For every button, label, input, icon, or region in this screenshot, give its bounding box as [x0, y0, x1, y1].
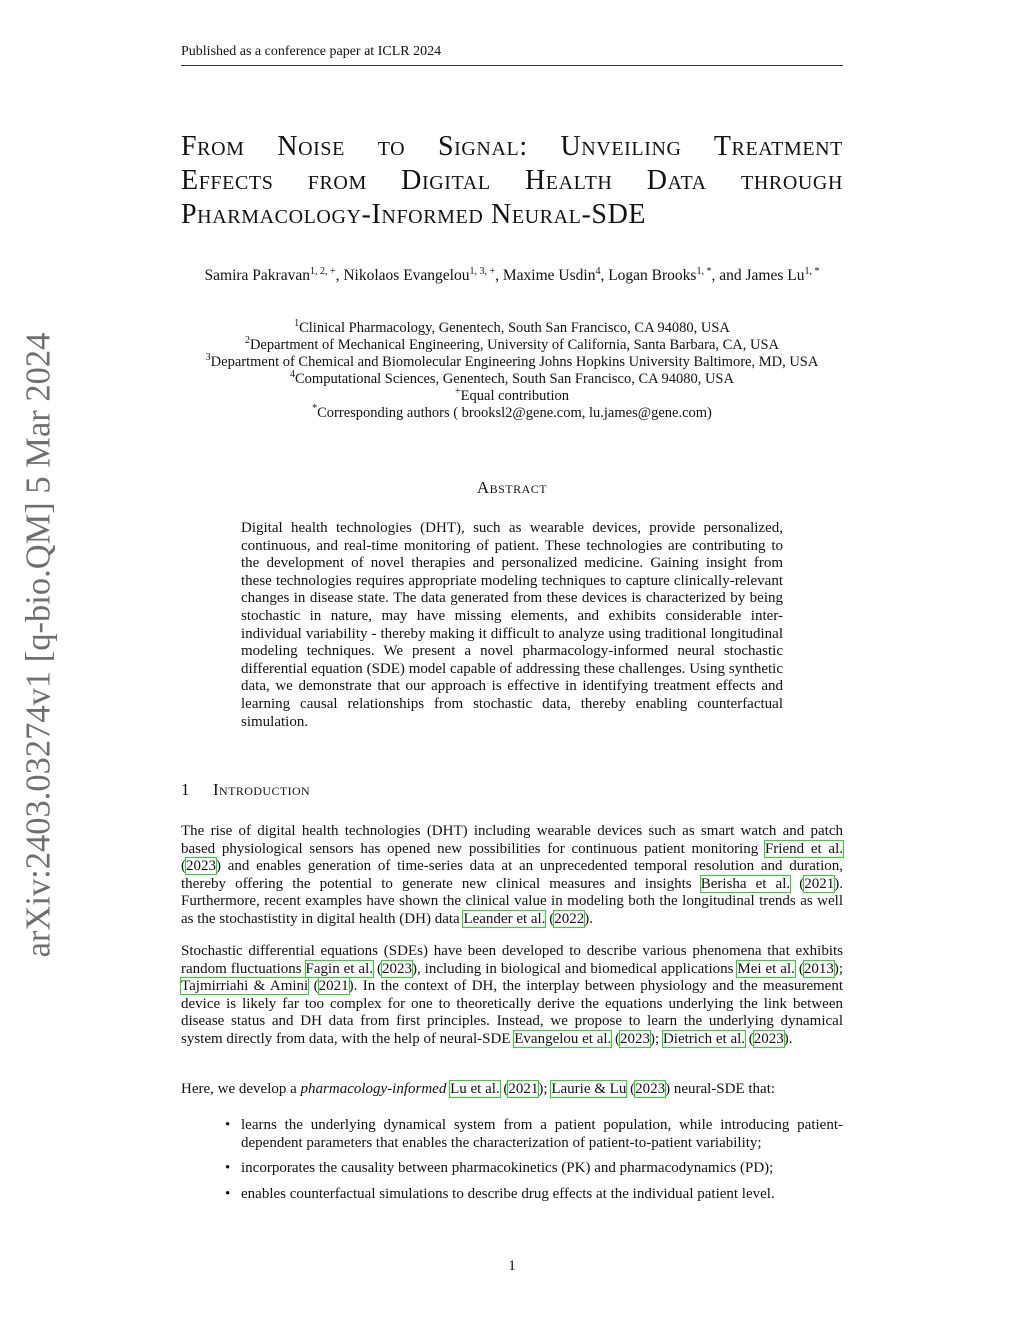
affil-text: Department of Mechanical Engineering, University of California, Santa Barbara, CA, USA [249, 337, 780, 353]
citation-link[interactable]: Mei et al. [737, 960, 795, 977]
affiliation-line [181, 405, 843, 422]
author-list: Samira Pakravan$^{1, 2, +}$, Nikolaos Evangelou$^{1, 3, +}$, Maxime Usdin$^4$, Logan Brooks$^{1, *}$, and James $Lu^{1, *}$ [204, 265, 820, 284]
title-line: Pharmacology-Informed Neural-SDE [181, 199, 647, 230]
citation-year-link[interactable]: 2023 [381, 960, 412, 977]
paragraph: Stochastic differential equations (SDEs) have been developed to describe various phenomena that exhibits random fluctuations Fagin et al. (2023), including in biological and biomedical applications Mei et al. (2013); Tajmirriahi & Amini (2021). In the context of DH, the interplay between physiology and the measurement device is likely far too complex for one to theoretically derive the equations underlying the link between disease status and DH data from first principles. Instead, we propose to learn the underlying dynamical system directly from data, with the help of neural-SDE Evangelou et al. (2023); Dietrich et al. (2023). [181, 943, 843, 1047]
affil-sup: * [312, 403, 318, 415]
abstract-heading: Abstract [476, 478, 548, 497]
affiliation-line [181, 388, 843, 405]
abstract-body: Digital health technologies (DHT), such as wearable devices, provide personalized, continuous, and real-time monitoring of patient. These technologies are contributing to the development of novel therapies and personalized medicine. Gaining insight from these technologies requires appropriate modeling techniques to capture clinically-relevant changes in disease state. The data generated from these devices is characterized by being stochastic in nature, may have missing elements, and exhibits considerable inter-individual variability - thereby making it difficult to analyze using traditional longitudinal modeling techniques. We present a novel pharmacology-informed neural stochastic differential equation (SDE) model capable of addressing these challenges. Using synthetic data, we demonstrate that our approach is effective in identifying treatment effects and learning causal relationships from stochastic data, thereby enabling counterfactual simulation. [241, 520, 783, 730]
emphasis-text: pharmacology-informed [300, 1081, 447, 1097]
list-item [225, 1186, 843, 1204]
author-affil-sup: 1, 2, + [309, 265, 336, 277]
affil-text: Corresponding authors ( brooksl2@gene.com, lu.james@gene.com) [317, 405, 712, 421]
citation-year-link[interactable]: 2022 [554, 910, 585, 927]
affil-text: Department of Chemical and Biomolecular Engineering Johns Hopkins University Baltimore, MD, USA [210, 354, 819, 370]
section-heading [181, 780, 843, 800]
paragraph-text: Here, we develop a [181, 1081, 301, 1097]
author-affil-sup: 1, * [696, 265, 712, 277]
affil-sup: 4 [290, 369, 295, 381]
header-rule [181, 65, 843, 66]
citation-link[interactable]: Evangelou et al. [514, 1030, 612, 1047]
author-name: James Lu [745, 267, 805, 284]
citation-link[interactable]: Lu et al. [450, 1081, 500, 1097]
paragraph-text: . In the context of DH, the interplay between physiology and the measurement device is likely far too complex for one to theoretically derive the equations underlying the link between disease status and DH data from first principles. Instead, we propose to learn the underlying dynamical system directly from data, with the help of neural-SDE [181, 978, 843, 1047]
paragraph-text: ; [655, 1030, 663, 1047]
arxiv-stamp [14, 330, 64, 960]
citation-year-link[interactable]: 2023 [635, 1081, 666, 1097]
author-affil-sup: 1, 3, + [469, 265, 496, 277]
citation-year-link[interactable]: 2023 [186, 858, 216, 875]
paragraph-text: . [788, 1030, 793, 1047]
paragraph-text: . [589, 910, 593, 927]
citation-year-link[interactable]: 2021 [508, 1081, 539, 1097]
bullet-icon: • [225, 1185, 231, 1202]
bullet-icon: • [225, 1117, 231, 1133]
affil-sup: 1 [294, 318, 300, 330]
list-item-text: enables counterfactual simulations to describe drug effects at the individual patient level. [241, 1185, 775, 1202]
paragraph-text: The rise of digital health technologies (DHT) including wearable devices such as smart watch and patch based physiological sensors has opened new possibilities for continuous patient monitoring [181, 823, 843, 857]
citation-year-link[interactable]: 2021 [804, 875, 835, 892]
title-line: From Noise to Signal: Unveiling Treatment [181, 131, 843, 162]
paragraph-text: Stochastic differential equations (SDEs) have been developed to describe various phenomena that exhibits random fluctuations [181, 943, 843, 977]
affiliation-line [181, 320, 843, 337]
affil-sup: 2 [244, 335, 250, 347]
paragraph-text: neural-SDE that: [670, 1081, 776, 1097]
paragraph-text: , including in biological and biomedical applications [416, 960, 738, 977]
affil-text: Equal contribution [460, 388, 569, 404]
paragraph: Here, we develop a pharmacology-informed Lu et al. (2021); Laurie & Lu (2023) neural-SDE that: [181, 1081, 776, 1097]
citation-link[interactable]: Berisha et al. [700, 875, 791, 892]
title-line: Effects from Digital Health Data through [181, 165, 843, 196]
affiliations [181, 320, 843, 422]
affiliation-line [181, 371, 843, 388]
affiliation-line [181, 354, 843, 371]
author-affil-sup: 1, * [804, 265, 820, 277]
affil-sup: + [455, 386, 461, 398]
citation-year-link[interactable]: 2021 [318, 978, 349, 995]
paragraph-text: ; [838, 960, 843, 977]
citation-year-link[interactable]: 2023 [620, 1030, 651, 1047]
list-item-text: incorporates the causality between pharmacokinetics (PK) and pharmacodynamics (PD); [241, 1160, 774, 1177]
citation-year-link[interactable]: 2013 [803, 960, 834, 977]
paper-title [181, 130, 843, 232]
list-item [225, 1160, 843, 1178]
paragraph-text: and enables generation of time-series data at an unprecedented temporal resolution and duration, thereby offering the potential to generate new clinical measures and insights [181, 858, 843, 892]
paragraph: The rise of digital health technologies (DHT) including wearable devices such as smart watch and patch based physiological sensors has opened new possibilities for continuous patient monitoring Friend et al. (2023) and enables generation of time-series data at an unprecedented temporal resolution and duration, thereby offering the potential to generate new clinical measures and insights Berisha et al. (2021). Furthermore, recent examples have shown the clinical value in modeling both the longitudinal trends as well as the stochastistity in digital health (DH) data Leander et al. (2022). [181, 823, 843, 927]
affil-text: Clinical Pharmacology, Genentech, South San Francisco, CA 94080, USA [299, 320, 730, 336]
author-name: Nikolaos Evangelou [343, 267, 470, 284]
citation-link[interactable]: Leander et al. [463, 910, 546, 927]
bullet-icon: • [225, 1160, 231, 1177]
author-name: Samira Pakravan [204, 267, 310, 284]
contribution-list [225, 1117, 843, 1211]
paragraph-text: ; [543, 1081, 552, 1097]
list-item [225, 1117, 843, 1152]
citation-link[interactable]: Friend et al. [764, 840, 843, 857]
paragraph-text: . Furthermore, recent examples have shown the clinical value in modeling both the longitudinal trends as well as the stochastistity in digital health (DH) data [181, 875, 843, 927]
author-affil-sup: 4 [595, 265, 601, 277]
citation-link[interactable]: Fagin et al. [305, 960, 373, 977]
list-item-text: learns the underlying dynamical system from a patient population, while introducing patient-dependent parameters that enables the characterization of patient-to-patient variability; [241, 1117, 843, 1151]
section-number: 1 [181, 780, 190, 799]
citation-year-link[interactable]: 2023 [753, 1030, 784, 1047]
arxiv-stamp-text[interactable]: arXiv:2403.03274v1 [q-bio.QM] 5 Mar 2024 [19, 332, 58, 958]
affiliation-line [181, 337, 843, 354]
section-title: Introduction [213, 780, 311, 799]
affil-text: Computational Sciences, Genentech, South San Francisco, CA 94080, USA [295, 371, 734, 387]
page-number: 1 [508, 1258, 516, 1274]
author-name: Logan Brooks [608, 267, 697, 284]
affil-sup: 3 [205, 352, 211, 364]
author-name: Maxime Usdin [502, 267, 596, 284]
citation-link[interactable]: Dietrich et al. [662, 1030, 746, 1047]
citation-link[interactable]: Laurie & Lu [551, 1081, 627, 1097]
citation-link[interactable]: Tajmirriahi & Amini [181, 978, 309, 995]
running-header: Published as a conference paper at ICLR 2024 [181, 44, 442, 59]
